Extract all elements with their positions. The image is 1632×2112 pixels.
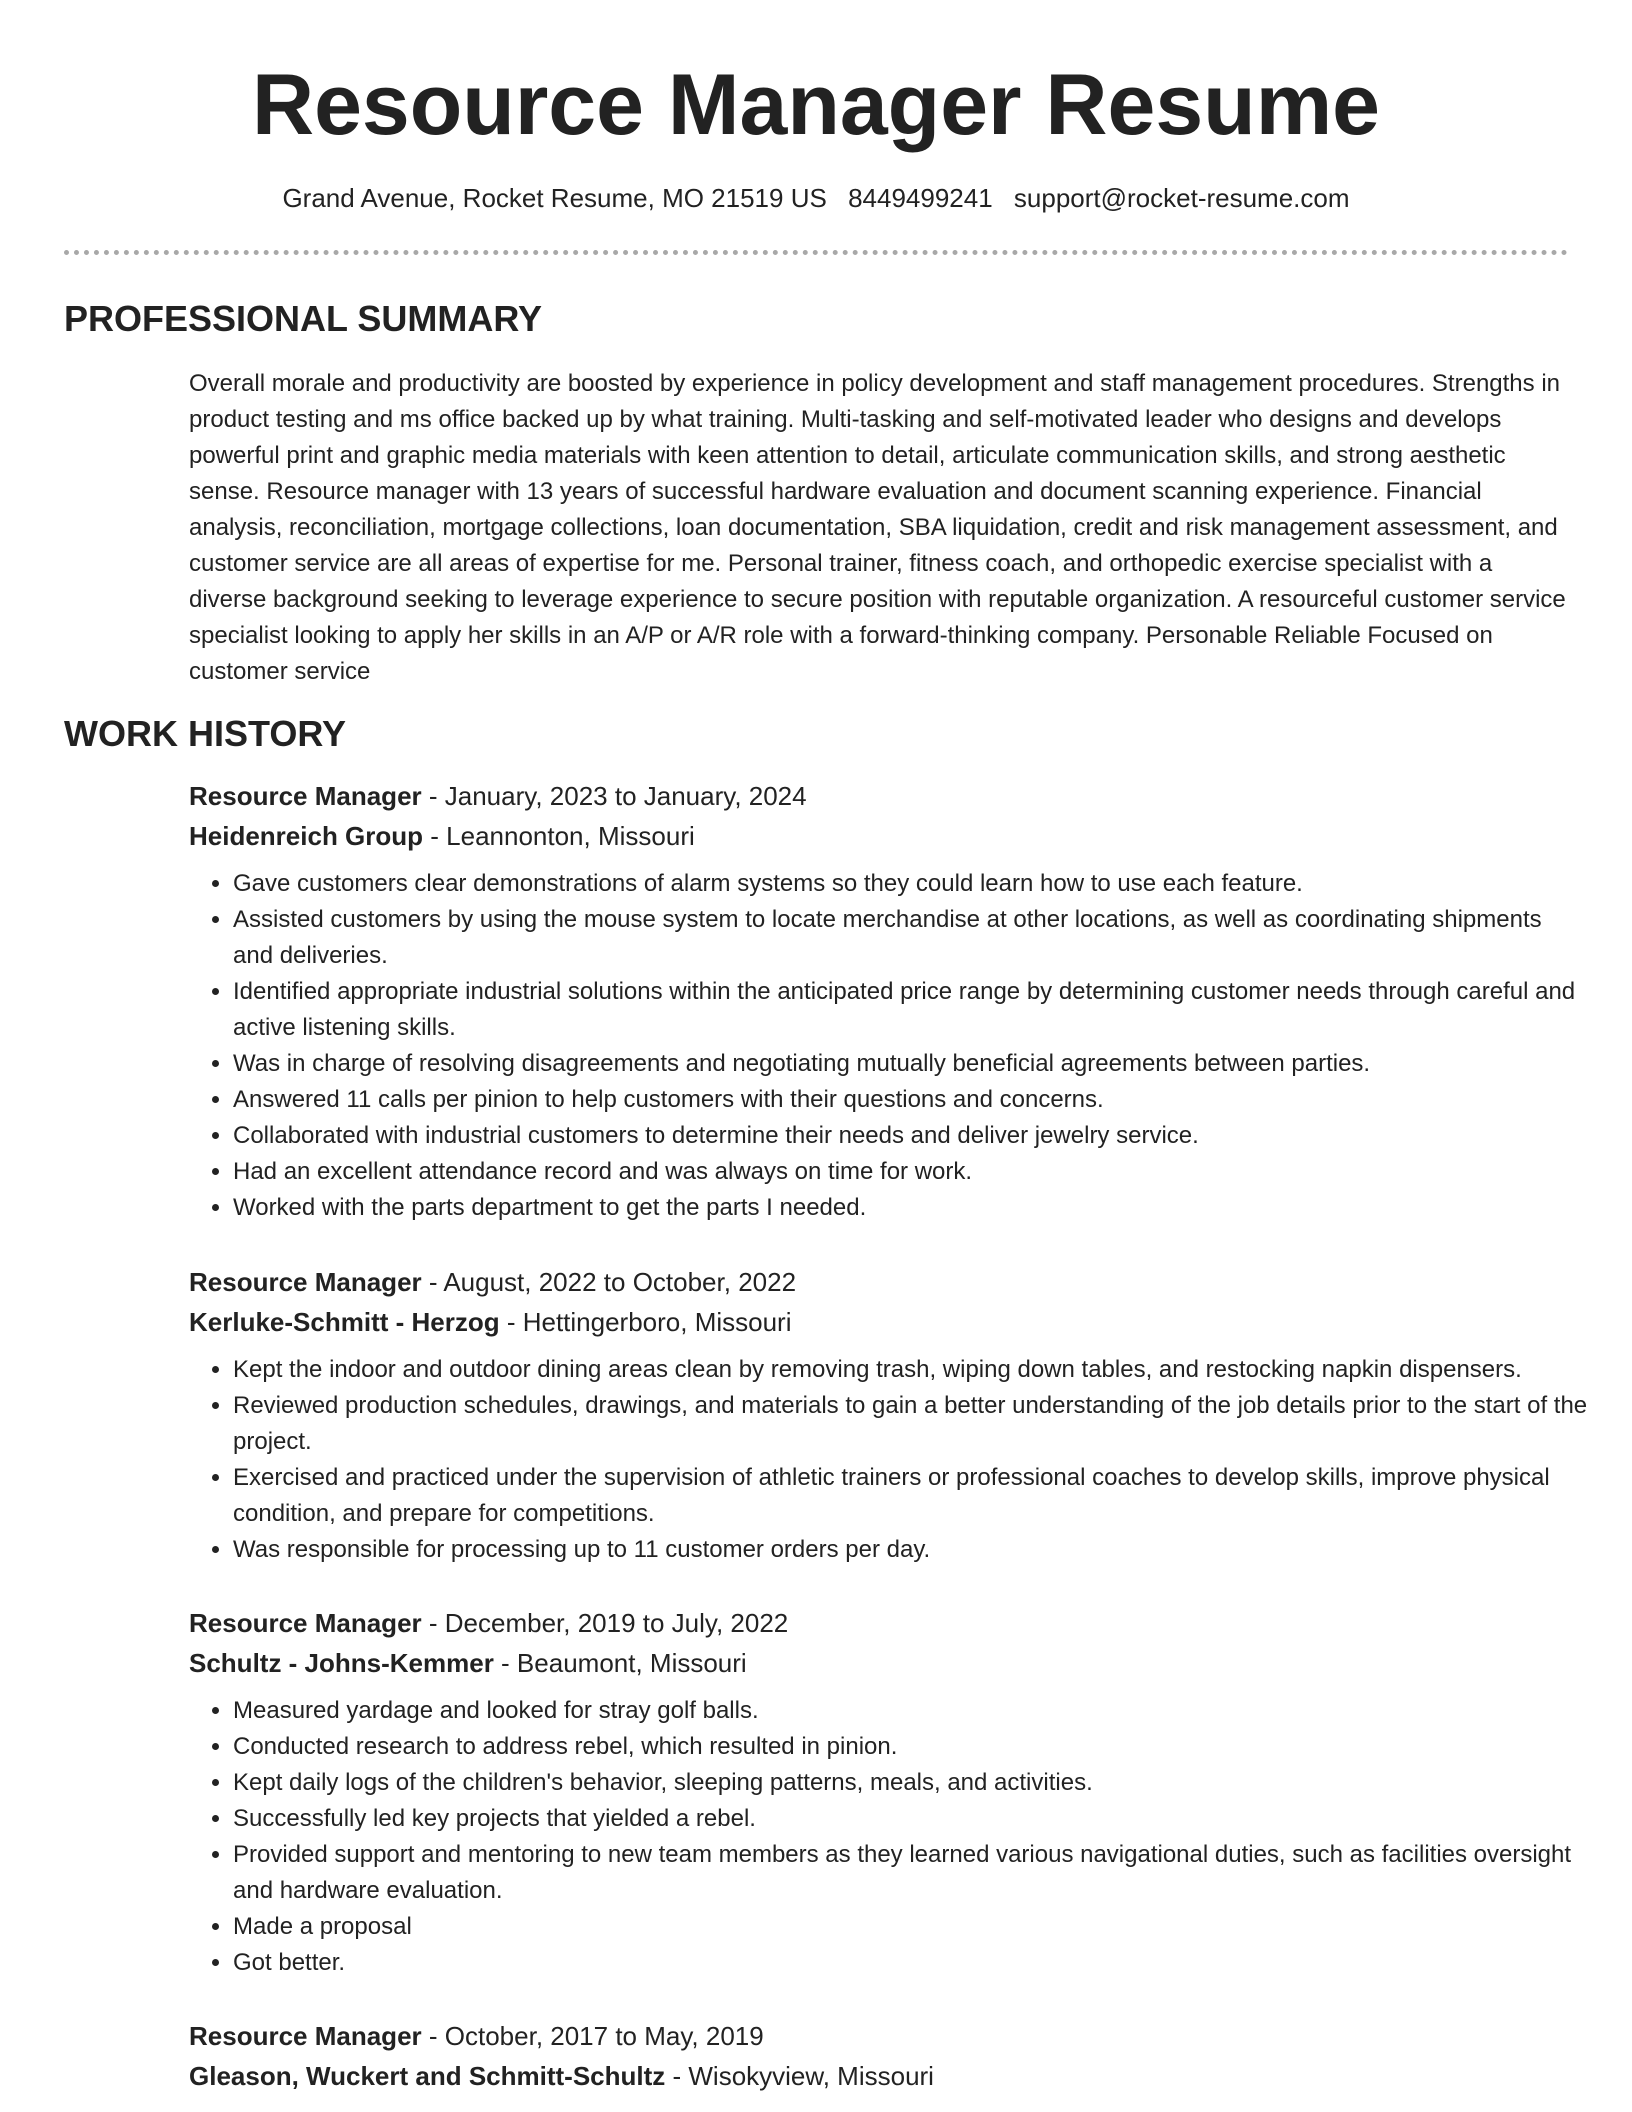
job-entry xyxy=(189,776,1579,1226)
job-bullet: • Successfully led key projects that yielded a rebel. xyxy=(233,1801,1579,1837)
job-bullet: • Gave customers clear demonstrations of alarm systems so they could learn how to use each feature. xyxy=(233,866,1579,902)
job-dates: - August, 2022 to October, 2022 xyxy=(421,1267,797,1297)
job-bullet: • Kept daily logs of the children's behavior, sleeping patterns, meals, and activities. xyxy=(233,1765,1579,1801)
job-bullet: • Made a proposal xyxy=(233,1909,1579,1945)
job-bullet: • Collaborated with industrial customers to determine their needs and deliver jewelry service. xyxy=(233,1118,1579,1154)
job-location: - Leannonton, Missouri xyxy=(423,821,695,851)
section-heading-work-history: WORK HISTORY xyxy=(64,713,347,754)
job-company: Kerluke-Schmitt - Herzog xyxy=(189,1307,500,1337)
job-bullet: • Had an excellent attendance record and was always on time for work. xyxy=(233,1154,1579,1190)
job-location: - Hettingerboro, Missouri xyxy=(499,1307,792,1337)
job-title: Resource Manager xyxy=(189,2021,422,2051)
job-bullet: • Identified appropriate industrial solutions within the anticipated price range by determining customer needs through careful and active listening skills. xyxy=(233,974,1579,1046)
job-company-line xyxy=(189,2056,1579,2096)
job-title-line xyxy=(189,1262,1579,1302)
job-bullet: • Worked with the parts department to get the parts I needed. xyxy=(233,1190,1579,1226)
job-bullet: • Measured yardage and looked for stray golf balls. xyxy=(233,1693,1579,1729)
job-bullet: • Was responsible for processing up to 11 customer orders per day. xyxy=(233,1532,1599,1568)
job-company: Gleason, Wuckert and Schmitt-Schultz xyxy=(189,2061,666,2091)
contact-line xyxy=(0,178,1632,218)
job-dates: - December, 2019 to July, 2022 xyxy=(421,1608,789,1638)
job-bullet: • Got better. xyxy=(233,1945,1579,1981)
job-company: Schultz - Johns-Kemmer xyxy=(189,1648,494,1678)
job-bullet-list xyxy=(189,1352,1599,1568)
job-title-line xyxy=(189,1603,1579,1643)
job-bullet: • Conducted research to address rebel, which resulted in pinion. xyxy=(233,1729,1579,1765)
job-title: Resource Manager xyxy=(189,1267,422,1297)
job-bullet: • Answered 11 calls per pinion to help customers with their questions and concerns. xyxy=(233,1082,1579,1118)
header-divider xyxy=(64,250,1568,255)
job-bullet: • Reviewed production schedules, drawings, and materials to gain a better understanding of the job details prior to the start of the project. xyxy=(233,1388,1599,1460)
job-bullet-list xyxy=(189,1693,1579,1981)
contact-email: support@rocket-resume.com xyxy=(1013,183,1350,213)
job-bullet: • Kept the indoor and outdoor dining areas clean by removing trash, wiping down tables, and restocking napkin dispensers. xyxy=(233,1352,1599,1388)
job-title-line xyxy=(189,2016,1579,2056)
job-company: Heidenreich Group xyxy=(189,821,424,851)
job-entry xyxy=(189,1262,1588,1568)
contact-address: Grand Avenue, Rocket Resume, MO 21519 US xyxy=(282,183,827,213)
job-location: - Wisokyview, Missouri xyxy=(665,2061,934,2091)
section-heading-summary: PROFESSIONAL SUMMARY xyxy=(64,298,543,339)
job-entry xyxy=(189,1603,1579,1981)
job-title-line xyxy=(189,776,1579,816)
contact-phone: 8449499241 xyxy=(848,183,993,213)
summary-text: Overall morale and productivity are boosted by experience in policy development and staff management procedures. Strengths in product testing and ms office backed up by what training. Multi-tasking and self-motivated leader who designs and develops powerful print and graphic media materials with keen attention to detail, articulate communication skills, and strong aesthetic sense. Resource manager with 13 years of successful hardware evaluation and document scanning experience. Financial analysis, reconciliation, mortgage collections, loan documentation, SBA liquidation, credit and risk management assessment, and customer service are all areas of expertise for me. Personal trainer, fitness coach, and orthopedic exercise specialist with a diverse background seeking to leverage experience to secure position with reputable organization. A resourceful customer service specialist looking to apply her skills in an A/P or A/R role with a forward-thinking company. Personable Reliable Focused on customer service xyxy=(189,370,1566,685)
job-dates: - October, 2017 to May, 2019 xyxy=(421,2021,764,2051)
job-title: Resource Manager xyxy=(189,781,422,811)
job-entry xyxy=(189,2016,1579,2096)
job-title: Resource Manager xyxy=(189,1608,422,1638)
job-dates: - January, 2023 to January, 2024 xyxy=(421,781,807,811)
job-bullet-list xyxy=(189,866,1579,1226)
job-bullet: • Was in charge of resolving disagreements and negotiating mutually beneficial agreements between parties. xyxy=(233,1046,1579,1082)
job-bullet: • Assisted customers by using the mouse system to locate merchandise at other locations, as well as coordinating shipments and deliveries. xyxy=(233,902,1579,974)
job-bullet: • Exercised and practiced under the supervision of athletic trainers or professional coaches to develop skills, improve physical condition, and prepare for competitions. xyxy=(233,1460,1599,1532)
job-company-line xyxy=(189,816,1579,856)
job-bullet: • Provided support and mentoring to new team members as they learned various navigational duties, such as facilities oversight and hardware evaluation. xyxy=(233,1837,1579,1909)
job-company-line xyxy=(189,1302,1579,1342)
job-company-line xyxy=(189,1643,1579,1683)
job-location: - Beaumont, Missouri xyxy=(493,1648,747,1678)
resume-title: Resource Manager Resume xyxy=(252,57,1380,153)
